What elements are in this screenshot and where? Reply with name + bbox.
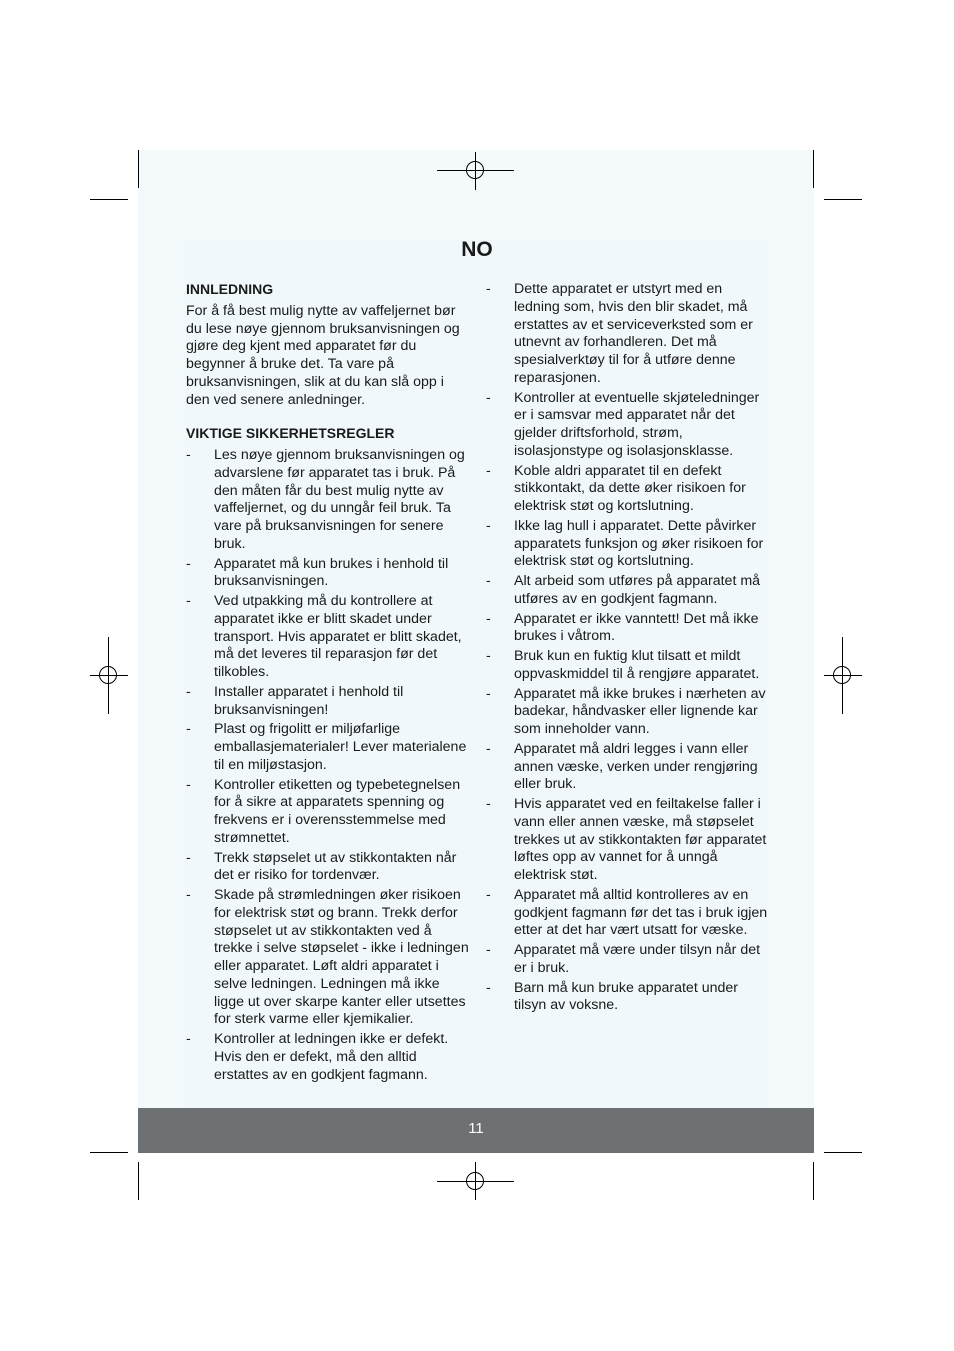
crop-mark-bottom-right-horizontal bbox=[824, 1152, 862, 1153]
bullet-dash: - bbox=[486, 886, 491, 903]
bullet-dash: - bbox=[486, 281, 491, 297]
left-column bbox=[186, 281, 470, 1086]
crop-mark-bottom-left-horizontal bbox=[90, 1152, 128, 1153]
bullet-dash: - bbox=[486, 942, 491, 958]
list-item-text: Apparatet er ikke vanntett! Det må ikke brukes i våtrom. bbox=[514, 610, 759, 645]
list-item-text: Bruk kun en fuktig klut tilsatt et mildt oppvaskmiddel til å rengjøre apparatet. bbox=[514, 648, 760, 682]
list-item bbox=[186, 1031, 470, 1084]
list-item-text: Dette apparatet er utstyrt med en ledning som, hvis den blir skadet, må erstattes av et serviceverksted som er utnevnt av forhandleren. Det må spesialverktøy til for å utføre denne reparasjonen. bbox=[514, 281, 753, 386]
list-item-text: Barn må kun bruke apparatet under tilsyn av voksne. bbox=[514, 979, 738, 1014]
list-item-text: Koble aldri apparatet til en defekt stikkontakt, da dette øker risikoen for elektrisk støt og kortslutning. bbox=[514, 462, 746, 514]
bullet-dash: - bbox=[186, 1031, 191, 1047]
bullet-dash: - bbox=[486, 740, 491, 757]
bullet-dash: - bbox=[186, 555, 191, 572]
crop-mark-top-right-horizontal bbox=[824, 199, 862, 200]
crop-mark-top-left-horizontal bbox=[90, 199, 128, 200]
registration-right-circle bbox=[833, 666, 851, 684]
page-number: 11 bbox=[468, 1120, 484, 1137]
list-item-text: Plast og frigolitt er miljøfarlige emballasjematerialer! Lever materialene til en miljøstasjon. bbox=[214, 721, 467, 773]
bullet-dash: - bbox=[186, 683, 191, 700]
list-item bbox=[486, 980, 768, 1016]
bullet-dash: - bbox=[486, 517, 491, 534]
list-item bbox=[186, 777, 470, 848]
list-item bbox=[486, 686, 768, 739]
list-item bbox=[486, 741, 768, 794]
registration-bottom-circle bbox=[466, 1172, 484, 1190]
registration-left-circle bbox=[99, 666, 117, 684]
bullet-dash: - bbox=[486, 685, 491, 702]
registration-top-circle bbox=[466, 161, 484, 179]
bullet-dash: - bbox=[186, 593, 191, 609]
crop-mark-bottom-right-vertical bbox=[813, 1162, 814, 1200]
list-item-text: Apparatet må kun brukes i henhold til bruksanvisningen. bbox=[214, 555, 449, 590]
footer-band bbox=[138, 1108, 814, 1153]
list-item bbox=[486, 281, 768, 388]
list-item bbox=[486, 887, 768, 940]
list-item bbox=[486, 611, 768, 647]
intro-heading: INNLEDNING bbox=[186, 281, 274, 297]
list-item bbox=[486, 648, 768, 684]
list-item-text: Kontroller etiketten og typebetegnelsen for å sikre at apparatets spenning og frekvens er i overensstemmelse med strømnettet. bbox=[214, 776, 461, 846]
bullet-dash: - bbox=[186, 849, 191, 866]
language-code: NO bbox=[461, 238, 493, 261]
list-item bbox=[186, 721, 470, 774]
bullet-dash: - bbox=[486, 610, 491, 627]
list-item-text: Hvis apparatet ved en feiltakelse faller i vann eller annen væske, må støpselet trekkes ut av stikkontakten før apparatet løftes opp av vannet for å unngå elektrisk støt. bbox=[514, 796, 767, 883]
list-item bbox=[486, 390, 768, 461]
bullet-dash: - bbox=[486, 648, 491, 664]
bullet-dash: - bbox=[186, 776, 191, 793]
list-item bbox=[486, 573, 768, 609]
bullet-dash: - bbox=[486, 389, 491, 406]
list-item bbox=[186, 850, 470, 886]
list-item bbox=[486, 518, 768, 571]
list-item bbox=[486, 796, 768, 885]
crop-mark-top-right-vertical bbox=[813, 150, 814, 188]
list-item-text: Apparatet må alltid kontrolleres av en godkjent fagmann før det tas i bruk igjen etter at det har vært utsatt for væske. bbox=[514, 886, 768, 939]
bullet-dash: - bbox=[186, 721, 191, 738]
list-item-text: Apparatet må være under tilsyn når det er i bruk. bbox=[514, 942, 761, 976]
safety-heading: VIKTIGE SIKKERHETSREGLER bbox=[186, 425, 395, 442]
list-item-text: Trekk støpselet ut av stikkontakten når det er risiko for tordenvær. bbox=[214, 849, 457, 884]
list-item-text: Les nøye gjennom bruksanvisningen og advarslene før apparatet tas i bruk. På den måten får du best mulig nytte av vaffeljernet, og du unngår feil bruk. Ta vare på bruksanvisningen for senere bruk. bbox=[214, 447, 465, 552]
list-item bbox=[186, 684, 470, 720]
list-item-text: Apparatet må aldri legges i vann eller annen væske, verken under rengjøring eller bruk. bbox=[514, 740, 758, 793]
bullet-dash: - bbox=[486, 979, 491, 996]
list-item bbox=[186, 887, 470, 1029]
crop-mark-bottom-left-vertical bbox=[138, 1162, 139, 1200]
safety-list-left bbox=[186, 447, 470, 1084]
list-item bbox=[186, 556, 470, 592]
bullet-dash: - bbox=[486, 573, 491, 589]
list-item-text: Alt arbeid som utføres på apparatet må utføres av en godkjent fagmann. bbox=[514, 573, 761, 607]
list-item-text: Ved utpakking må du kontrollere at apparatet ikke er blitt skadet under transport. Hvis apparatet er blitt skadet, må det leveres til reparasjon før det tilkobles. bbox=[214, 593, 462, 680]
list-item bbox=[186, 447, 470, 554]
bullet-dash: - bbox=[186, 447, 191, 463]
list-item-text: Ikke lag hull i apparatet. Dette påvirker apparatets funksjon og øker risikoen for elektrisk støt og kortslutning. bbox=[514, 517, 764, 570]
list-item bbox=[486, 463, 768, 516]
safety-list-right bbox=[486, 281, 768, 1015]
list-item-text: Kontroller at ledningen ikke er defekt. Hvis den er defekt, må den alltid erstattes av en godkjent fagmann. bbox=[214, 1031, 449, 1083]
list-item-text: Kontroller at eventuelle skjøteledninger er i samsvar med apparatet når det gjelder driftsforhold, strøm, isolasjonstype og isolasjonsklasse. bbox=[514, 389, 760, 459]
intro-text: For å få best mulig nytte av vaffeljernet bør du lese nøye gjennom bruksanvisningen og gjøre deg kjent med apparatet før du begynner å bruke det. Ta vare på bruksanvisningen, slik at du kan slå opp i den ved senere anledninger. bbox=[186, 302, 460, 408]
list-item bbox=[486, 942, 768, 978]
right-column bbox=[486, 281, 768, 1017]
list-item-text: Installer apparatet i henhold til bruksanvisningen! bbox=[214, 683, 404, 718]
bullet-dash: - bbox=[486, 462, 491, 479]
crop-mark-top-left-vertical bbox=[138, 150, 139, 188]
bullet-dash: - bbox=[186, 887, 191, 903]
list-item-text: Apparatet må ikke brukes i nærheten av badekar, håndvasker eller lignende kar som inneholder vann. bbox=[514, 685, 766, 737]
list-item bbox=[186, 593, 470, 682]
list-item-text: Skade på strømledningen øker risikoen for elektrisk støt og brann. Trekk derfor støpselet ut av stikkontakten ved å trekke i selve støpselet - ikke i ledningen eller apparatet. Løft aldri apparatet i selve ledningen. Ledningen må ikke ligge ut over skarpe kanter eller utsettes for sterk varme eller kjemikalier. bbox=[214, 887, 469, 1028]
bullet-dash: - bbox=[486, 796, 491, 812]
